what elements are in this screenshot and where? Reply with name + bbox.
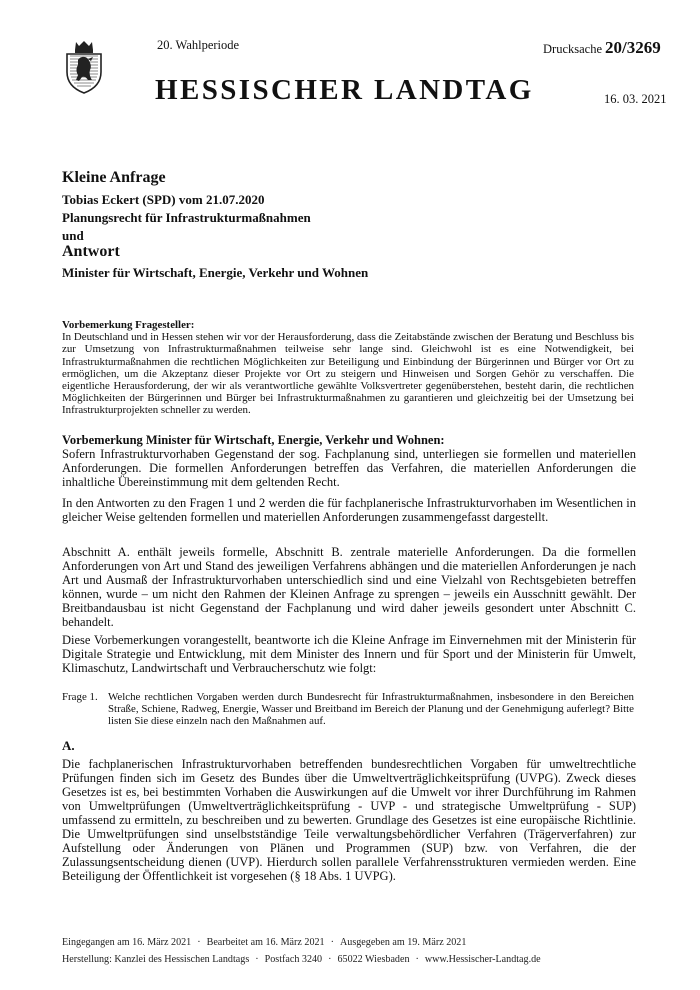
vorbemerkung-minister-p2: In den Antworten zu den Fragen 1 und 2 werden die für fachplanerische Infrastrukturvorhaben im Wesentlichen in gleicher Weise geltenden formellen und materiellen Anforderungen zusammengefasst dargestellt. — [62, 496, 636, 524]
parliament-title: HESSISCHER LANDTAG — [155, 74, 534, 106]
footer-ort: 65022 Wiesbaden — [337, 954, 410, 965]
footer-dates — [62, 937, 466, 948]
document-type-kleine-anfrage: Kleine Anfrage — [62, 169, 166, 186]
vorbemerkung-minister-p4: Diese Vorbemerkungen vorangestellt, beantworte ich die Kleine Anfrage im Einvernehmen mit der Ministerin für Digitale Strategie und Entwicklung, mit dem Minister des Innern und für Sport und der Ministerin für Umwelt, Klimaschutz, Landwirtschaft und Verbraucherschutz wie folgt: — [62, 633, 636, 675]
section-a-heading: A. — [62, 738, 75, 753]
drucksache-label: Drucksache — [543, 42, 602, 56]
vorbemerkung-minister-text1: Sofern Infrastrukturvorhaben Gegenstand der sog. Fachplanung sind, unterliegen sie formellen und materiellen Anforderungen. Die formellen Anforderungen betreffen das Verfahren, die materiellen Anforderungen die inhaltliche Übereinstimmung mit dem geltenden Recht. — [62, 447, 636, 489]
vorbemerkung-fragesteller-text: In Deutschland und in Hessen stehen wir vor der Herausforderung, dass die Zeitabstände zwischen der Beratung und Beschluss bis zur Umsetzung von Infrastrukturmaßnahmen teilweise sehr lange sind. Gleichwohl ist es eine Notwendigkeit, bei Infrastrukturmaßnahmen die rechtlichen Möglichkeiten zur Beteiligung und Einbindung der Bürgerinnen und Bürger vor Ort zu ermöglichen, um die Akzeptanz dieser Projekte vor Ort zu steigern und Hinweisen und Sorgen Gehör zu verschaffen. Die eigentliche Herausforderung, der wir als verantwortliche gewählte Volksvertreter gegenüberstehen, besteht darin, die rechtlichen Möglichkeiten der Bürgerinnen und Bürger bei Infrastrukturmaßnahmen zu garantieren und gleichzeitig bei der Umsetzung bei Infrastrukturprojekten schneller zu werden. — [62, 331, 634, 417]
footer-postfach: Postfach 3240 — [264, 954, 323, 965]
document-type-antwort: Antwort — [62, 243, 120, 260]
footer-separator: · — [328, 954, 332, 965]
author-line: Tobias Eckert (SPD) vom 21.07.2020 — [62, 192, 265, 207]
responding-minister: Minister für Wirtschaft, Energie, Verkehr und Wohnen — [62, 265, 369, 280]
footer-eingegangen: Eingegangen am 16. März 2021 — [62, 937, 192, 948]
vorbemerkung-minister-heading: Vorbemerkung Minister für Wirtschaft, Energie, Verkehr und Wohnen: — [62, 433, 445, 447]
footer-separator: · — [415, 954, 419, 965]
und-line: und — [62, 228, 84, 243]
vorbemerkung-fragesteller — [62, 319, 634, 417]
footer-herstellung: Herstellung: Kanzlei des Hessischen Landtags — [62, 954, 250, 965]
footer-bearbeitet: Bearbeitet am 16. März 2021 — [206, 937, 325, 948]
footer-separator: · — [255, 954, 259, 965]
hessen-coat-of-arms-icon — [62, 40, 106, 94]
footer-ausgegeben: Ausgegeben am 19. März 2021 — [339, 937, 467, 948]
subject-line: Planungsrecht für Infrastrukturmaßnahmen — [62, 210, 311, 225]
vorbemerkung-fragesteller-heading: Vorbemerkung Fragesteller: — [62, 319, 195, 331]
footer-separator: · — [330, 937, 334, 948]
vorbemerkung-minister-p1 — [62, 433, 636, 489]
frage-1-text: Welche rechtlichen Vorgaben werden durch Bundesrecht für Infrastrukturmaßnahmen, insbesondere in den Bereichen Straße, Schiene, Radweg, Energie, Wasser und Breitband im Bereich der Planung und der Genehmigung auferlegt? Bitte listen Sie diese einzeln nach den Maßnahmen auf. — [108, 691, 634, 728]
frage-1-label: Frage 1. — [62, 691, 98, 703]
footer-publisher — [62, 954, 541, 965]
drucksache-id: 20/3269 — [605, 38, 661, 57]
footer-separator: · — [197, 937, 201, 948]
vorbemerkung-minister-p3: Abschnitt A. enthält jeweils formelle, Abschnitt B. zentrale materielle Anforderungen. Da die formellen Anforderungen von Art und Stand des jeweiligen Verfahrens abhängen und die materiellen Anforderungen je nach Art und Ausmaß der Infrastrukturvorhaben unterschiedlich sind und eine Vielzahl von Rechtsgebieten betreffen können, wurde – um nicht den Rahmen der Kleinen Anfrage zu sprengen – jeweils ein Ausschnitt gewählt. Der Breitbandausbau ist nicht Gegenstand der Fachplanung und wird daher jeweils gesondert unter Abschnitt C. behandelt. — [62, 545, 636, 629]
wahlperiode: 20. Wahlperiode — [157, 38, 240, 52]
document-date: 16. 03. 2021 — [604, 92, 667, 106]
section-a-text: Die fachplanerischen Infrastrukturvorhaben betreffenden bundesrechtlichen Vorgaben für umweltrechtliche Prüfungen finden sich im Gesetz des Bundes über die Umweltverträglichkeitsprüfung (UVPG). Zweck dieses Gesetzes ist es, bei bestimmten Vorhaben die Auswirkungen auf die Umwelt vor ihrer Durchführung im Rahmen von Umweltprüfungen (Umweltverträglichkeitsprüfung - UVP - und strategische Umweltprüfung - SUP) umfassend zu ermitteln, zu beschreiben und zu bewerten. Grundlage des Gesetzes ist eine europäische Richtlinie. Die Umweltprüfungen sind unselbstständige Teile verwaltungsbehördlicher Verfahren (Trägerverfahren) zur Aufstellung oder Änderungen von Plänen und Programmen (SUP) bzw. von Verfahren, die der Zulassungsentscheidung dienen (UVP). Hierdurch sollen parallele Verfahrensstrukturen vermieden werden. Eine Beteiligung der Öffentlichkeit ist vorgesehen (§ 18 Abs. 1 UVPG). — [62, 757, 636, 883]
footer-website-link[interactable]: www.Hessischer-Landtag.de — [424, 954, 541, 965]
drucksache-number — [543, 38, 661, 58]
